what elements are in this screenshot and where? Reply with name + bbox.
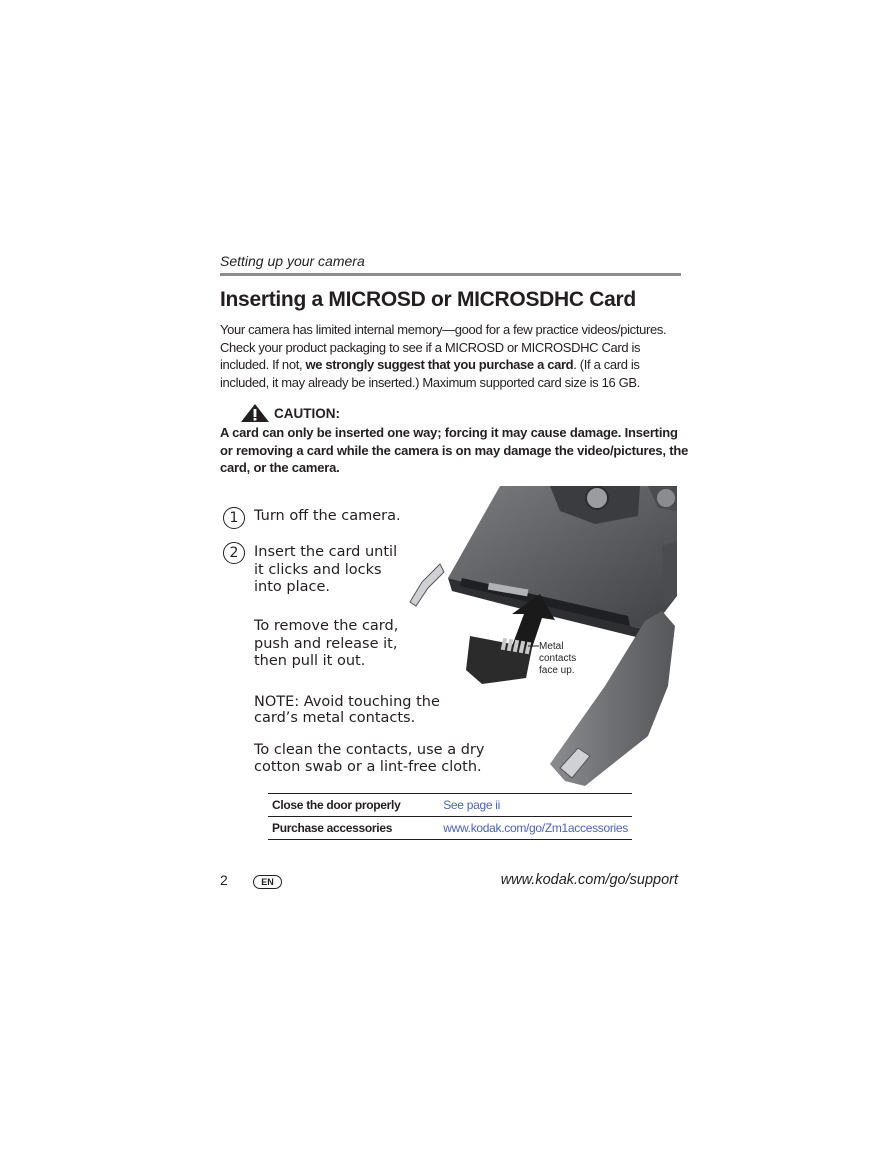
remove-line: push and release it,: [254, 635, 398, 652]
header-rule: [220, 273, 681, 276]
intro-text: Your camera has limited internal memory—good for a few practice videos/pictures. Check your product packaging to see if a MICROSD or MICROSDHC Card is included. If not,: [220, 322, 667, 372]
callout-line: face up.: [539, 665, 575, 676]
step-1-text: Turn off the camera.: [254, 508, 401, 524]
card-insertion-illustration: [400, 486, 677, 786]
table-row: [268, 794, 632, 817]
callout-line: contacts: [539, 653, 577, 664]
page-number: 2: [220, 872, 228, 888]
step-2-text: [254, 544, 397, 597]
remove-line: then pull it out.: [254, 653, 366, 669]
caution-text: A card can only be inserted one way; forcing it may cause damage. Inserting or removing a card while the camera is on may damage the video/pictures, the card, or the camera.: [220, 425, 689, 475]
step-2-line: into place.: [254, 579, 331, 595]
warning-icon: [240, 403, 270, 423]
step-2-line: Insert the card until: [254, 544, 398, 560]
page-title: Inserting a MICROSD or MICROSDHC Card: [220, 288, 636, 311]
note-line: NOTE: Avoid touching the: [254, 694, 440, 710]
ref-link[interactable]: www.kodak.com/go/Zm1accessories: [443, 821, 628, 835]
reference-table: [268, 793, 632, 840]
language-badge: EN: [253, 875, 282, 889]
section-header: Setting up your camera: [220, 253, 365, 269]
clean-line: To clean the contacts, use a dry: [254, 742, 485, 758]
ref-link[interactable]: See page ii: [443, 798, 500, 812]
remove-instructions: [254, 618, 398, 671]
intro-text-end: . (If a card is included, it may already be inserted.) Maximum supported card size is 16 GB.: [220, 357, 640, 390]
intro-emphasis: we strongly suggest that you purchase a card: [305, 357, 574, 372]
ref-label: Purchase accessories: [272, 821, 393, 835]
clean-line: cotton swab or a lint-free cloth.: [254, 759, 482, 775]
note-line: card’s metal contacts.: [254, 710, 416, 726]
caution-heading: [240, 403, 340, 423]
step-2-line: it clicks and locks: [254, 561, 382, 578]
remove-line: To remove the card,: [254, 618, 399, 634]
callout-line: Metal: [539, 641, 564, 652]
support-url[interactable]: www.kodak.com/go/support: [500, 872, 678, 888]
ref-label: Close the door properly: [272, 798, 401, 812]
table-row: [268, 817, 632, 840]
step-number-2: 2: [223, 542, 245, 564]
step-number-1: 1: [223, 507, 245, 529]
caution-label: CAUTION:: [274, 405, 340, 421]
intro-paragraph: [220, 321, 690, 391]
